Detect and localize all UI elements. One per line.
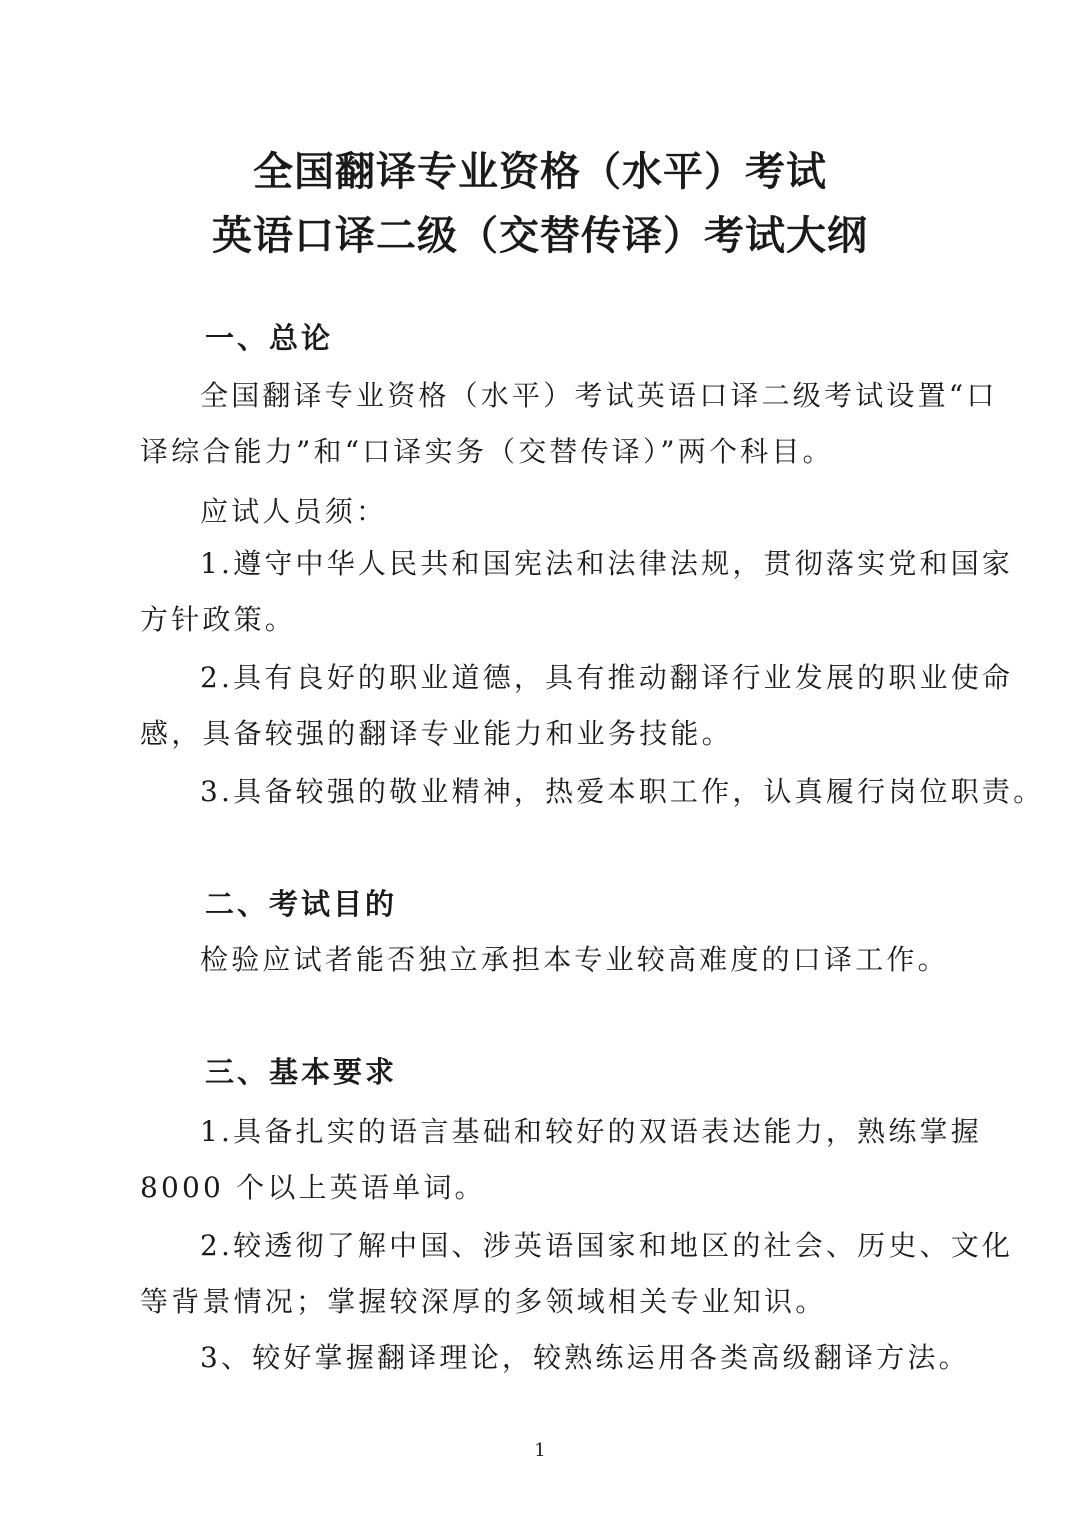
title-line-1: 全国翻译专业资格（水平）考试 [253, 149, 827, 195]
paragraph-line: 全国翻译专业资格（水平）考试英语口译二级考试设置“口 [200, 379, 998, 412]
section-heading-purpose: 二、考试目的 [205, 887, 398, 921]
requirement-item-2 [140, 1218, 1014, 1330]
paragraph-line: 2.较透彻了解中国、涉英语国家和地区的社会、历史、文化 [200, 1229, 1014, 1262]
requirement-item-3 [140, 1330, 970, 1386]
paragraph-line: 3.具备较强的敬业精神，热爱本职工作，认真履行岗位职责。 [200, 775, 1045, 808]
paragraph-requirement-lead [140, 484, 940, 540]
list-item-2 [140, 650, 1014, 762]
paragraph-line: 8000 个以上英语单词。 [140, 1171, 486, 1204]
paragraph-line: 应试人员须： [200, 495, 388, 528]
page-number: 1 [534, 1440, 546, 1461]
list-item-1 [140, 536, 1014, 648]
title-line-2: 英语口译二级（交替传译）考试大纲 [212, 213, 868, 259]
paragraph-purpose [140, 932, 949, 988]
paragraph-line: 检验应试者能否独立承担本专业较高难度的口译工作。 [200, 943, 949, 976]
paragraph-line: 等背景情况；掌握较深厚的多领域相关专业知识。 [140, 1285, 827, 1318]
paragraph-line: 方针政策。 [140, 603, 297, 636]
section-heading-requirements: 三、基本要求 [205, 1055, 398, 1089]
paragraph-line: 3、较好掌握翻译理论，较熟练运用各类高级翻译方法。 [200, 1341, 970, 1374]
paragraph-line: 1.遵守中华人民共和国宪法和法律法规，贯彻落实党和国家 [200, 547, 1014, 580]
paragraph-line: 1.具备扎实的语言基础和较好的双语表达能力，熟练掌握 [200, 1115, 982, 1148]
requirement-item-1 [140, 1104, 982, 1216]
list-item-3 [140, 764, 1045, 820]
paragraph-intro [140, 368, 998, 480]
document-title [0, 140, 1080, 268]
paragraph-line: 译综合能力”和“口译实务（交替传译）”两个科目。 [140, 435, 834, 468]
paragraph-line: 感，具备较强的翻译专业能力和业务技能。 [140, 717, 733, 750]
section-heading-general: 一、总论 [205, 321, 334, 355]
paragraph-line: 2.具有良好的职业道德，具有推动翻译行业发展的职业使命 [200, 661, 1014, 694]
